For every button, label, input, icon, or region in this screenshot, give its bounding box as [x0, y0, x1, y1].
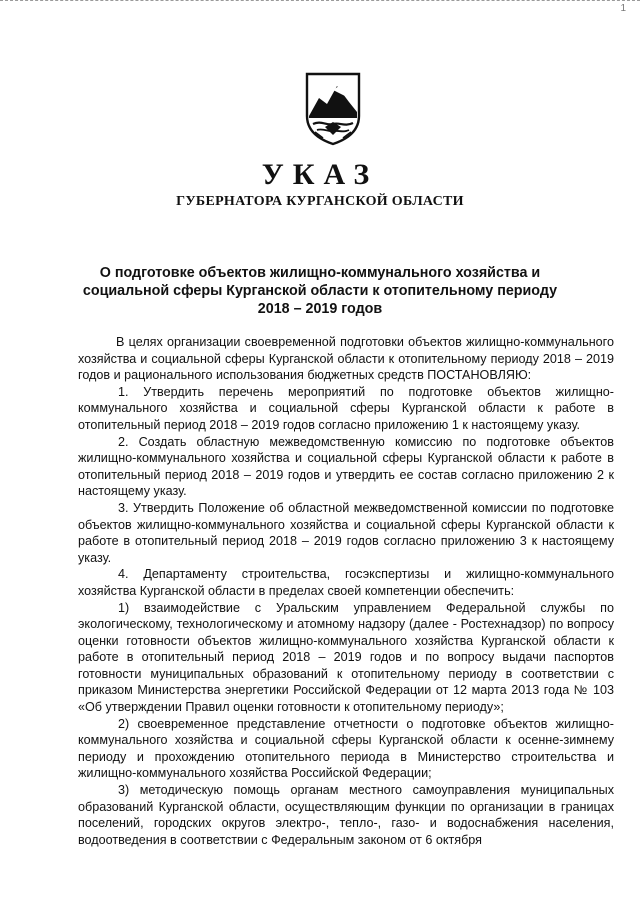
clause-4-subitem-2: 2) своевременное представление отчетности о подготовке объектов жилищно-коммунального хозяйства и социальной сферы Курганской области к осенне-зимнему периоду и прохождению отопительного периода в Министерство строительства и жилищно-коммунального хозяйства Российской Федерации;	[78, 716, 614, 781]
scan-top-edge	[0, 0, 640, 3]
clause-2-paragraph: 2. Создать областную межведомственную комиссию по подготовке объектов жилищно-коммунального хозяйства и социальной сферы Курганской области к работе в отопительный период 2018 – 2019 годов и утвердить ее состав согласно приложению 2 к настоящему указу.	[78, 434, 614, 499]
clause-1-paragraph: 1. Утвердить перечень мероприятий по подготовке объектов жилищно-коммунального хозяйства и социальной сферы Курганской области к работе в отопительный период 2018 – 2019 годов согласно приложению 1 к настоящему указу.	[78, 384, 614, 432]
clause-4-subitem-3: 3) методическую помощь органам местного самоуправления муниципальных образований Курганской области, осуществляющим функции по организации в границах поселений, городских округов электро-, тепло-, газо- и водоснабжения населения, водоотведения в соответствии с Федеральным законом от 6 октября	[78, 783, 614, 847]
document-body	[78, 334, 614, 848]
document-type-heading: УКАЗ	[261, 158, 379, 191]
kurgan-region-coat-of-arms-icon	[305, 72, 361, 146]
document-issuer: ГУБЕРНАТОРА КУРГАНСКОЙ ОБЛАСТИ	[176, 194, 464, 209]
document-title: О подготовке объектов жилищно-коммунального хозяйства и социальной сферы Курганской области к отопительному периоду 2018 – 2019 годов	[82, 265, 558, 317]
page-number: 1	[620, 3, 626, 14]
clause-3-paragraph: 3. Утвердить Положение об областной межведомственной комиссии по подготовке объектов жилищно-коммунального хозяйства и социальной сферы Курганской области к работе в отопительный период 2018 – 2019 годов согласно приложению 3 к настоящему указу.	[78, 500, 614, 565]
preamble-paragraph: В целях организации своевременной подготовки объектов жилищно-коммунального хозяйства и социальной сферы Курганской области к отопительному периоду 2018 – 2019 годов и рационального использования бюджетных средств ПОСТАНОВЛЯЮ:	[78, 335, 614, 383]
clause-4-subitem-1: 1) взаимодействие с Уральским управлением Федеральной службы по экологическому, технологическому и атомному надзору (далее - Ростехнадзор) по вопросу оценки готовности объектов жилищно-коммунального хозяйства Курганской области к работе в отопительный период 2018 – 2019 годов и по вопросу выдачи паспортов готовности муниципальных образований к отопительному периоду в соответствии с приказом Министерства энергетики Российской Федерации от 12 марта 2013 года № 103 «Об утверждении Правил оценки готовности к отопительному периоду»;	[78, 600, 614, 715]
clause-4-paragraph: 4. Департаменту строительства, госэкспертизы и жилищно-коммунального хозяйства Курганской области в пределах своей компетенции обеспечить:	[78, 567, 614, 598]
